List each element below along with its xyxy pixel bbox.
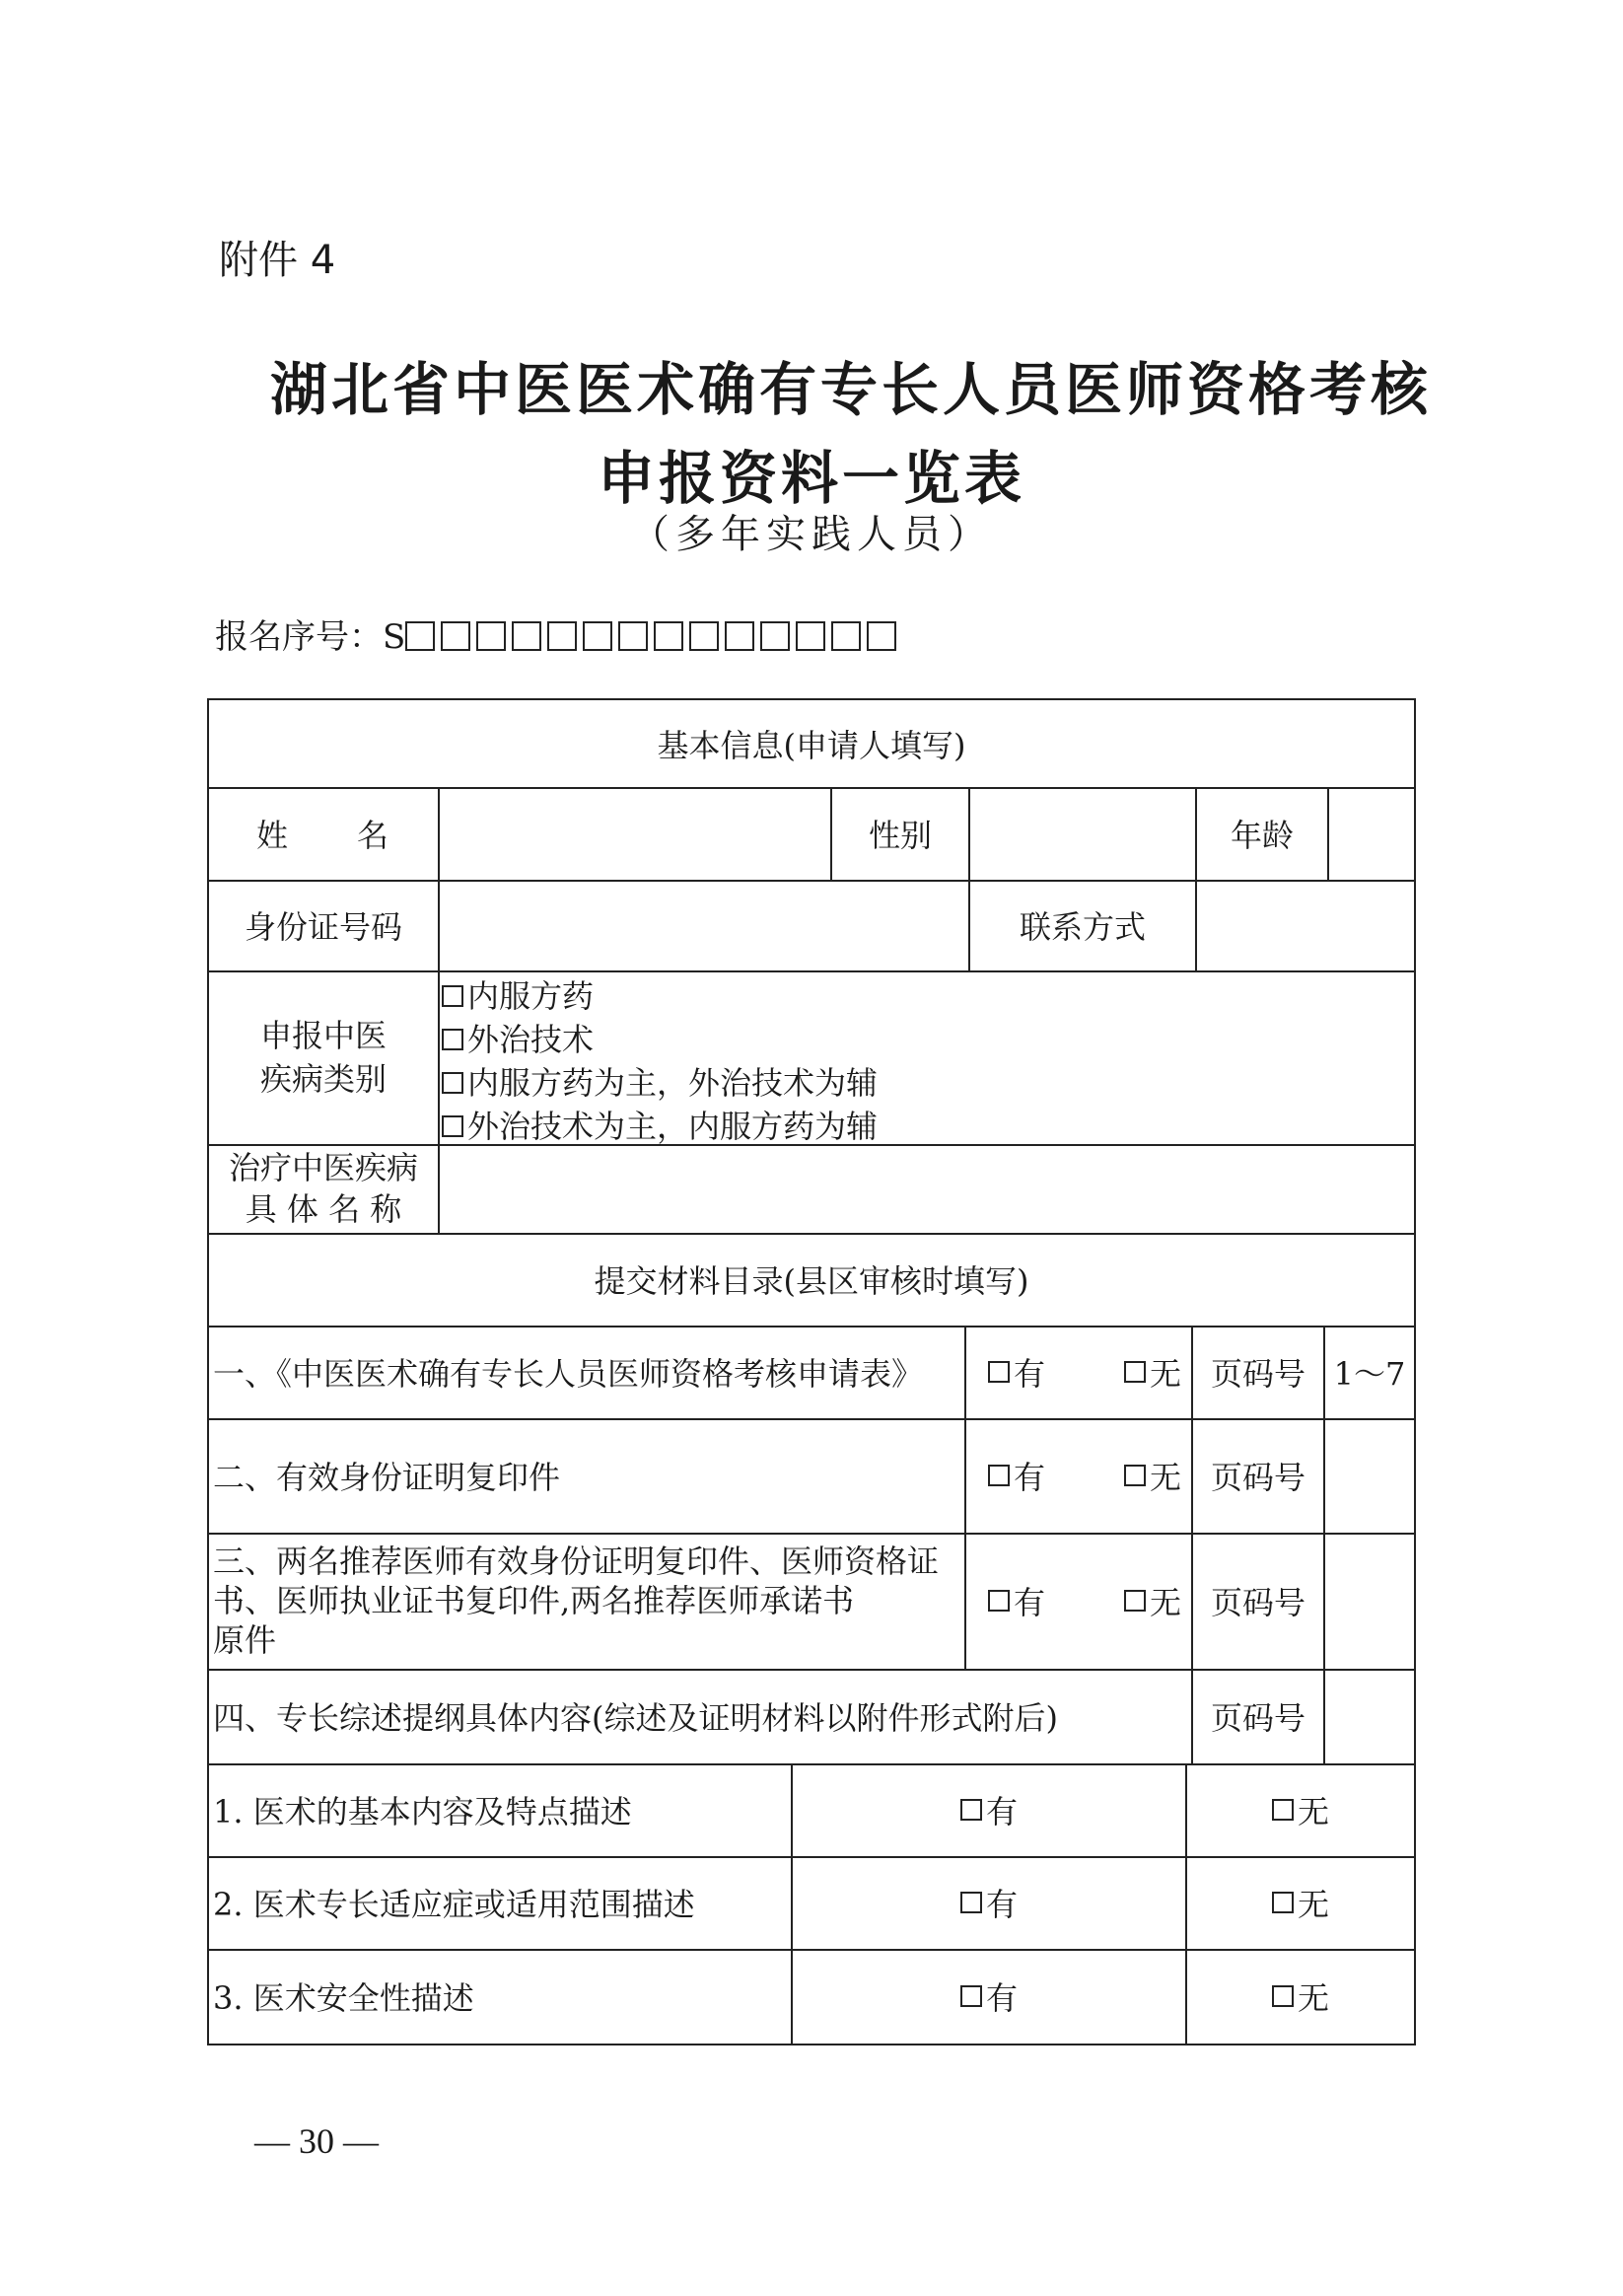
checkbox-no-label: 无 — [1150, 1459, 1182, 1496]
checkbox-yes[interactable] — [793, 1949, 1185, 2044]
serial-digit-box[interactable] — [831, 621, 861, 651]
checkbox-icon[interactable] — [988, 1361, 1010, 1383]
materials-section-title: 提交材料目录(县区审核时填写) — [594, 1262, 1029, 1300]
gender-label: 性别 — [868, 817, 932, 854]
serial-boxes[interactable] — [405, 617, 902, 657]
checkbox-icon[interactable] — [960, 1892, 982, 1913]
checkbox-no[interactable] — [1187, 1856, 1414, 1949]
category-options — [442, 974, 878, 1148]
category-option[interactable] — [442, 974, 878, 1018]
checkbox-icon[interactable] — [1272, 1985, 1294, 2007]
checkbox-icon[interactable] — [960, 1799, 982, 1821]
page-number-field[interactable] — [1325, 1533, 1414, 1669]
checkbox-icon[interactable] — [442, 1029, 463, 1050]
id-number-label: 身份证号码 — [244, 908, 402, 946]
page-number-label: 页码号 — [1210, 1584, 1305, 1621]
serial-digit-box[interactable] — [547, 621, 577, 651]
checkbox-yes[interactable] — [793, 1856, 1185, 1949]
serial-digit-box[interactable] — [583, 621, 612, 651]
checkbox-yes-label: 有 — [1014, 1459, 1046, 1496]
page-number-label: 页码号 — [1210, 1699, 1305, 1737]
category-option[interactable] — [442, 1018, 878, 1061]
material-item-text: 二、有效身份证明复印件 — [213, 1459, 561, 1496]
checkbox-icon[interactable] — [442, 1072, 463, 1094]
checkbox-icon[interactable] — [1124, 1590, 1146, 1612]
checkbox-no[interactable] — [1120, 1418, 1181, 1533]
category-option[interactable] — [442, 1105, 878, 1148]
checkbox-yes-label: 有 — [985, 1793, 1018, 1830]
checkbox-yes[interactable] — [984, 1326, 1045, 1418]
page-number: — 30 — — [254, 2121, 379, 2161]
sub-item-text: 3. 医术安全性描述 — [213, 1979, 474, 2017]
checkbox-yes-label: 有 — [985, 1979, 1018, 2017]
checkbox-no-label: 无 — [1297, 1793, 1329, 1830]
serial-digit-box[interactable] — [867, 621, 896, 651]
serial-number-row — [215, 610, 902, 658]
checkbox-yes[interactable] — [793, 1763, 1185, 1856]
sub-item-text: 2. 医术专长适应症或适用范围描述 — [213, 1886, 695, 1923]
disease-label-line1: 治疗中医疾病 — [228, 1149, 418, 1186]
checkbox-icon[interactable] — [988, 1590, 1010, 1612]
category-option-label: 外治技术为主，内服方药为辅 — [467, 1108, 879, 1145]
checkbox-yes-label: 有 — [1014, 1355, 1046, 1393]
serial-digit-box[interactable] — [689, 621, 719, 651]
serial-prefix: S — [383, 617, 406, 657]
age-field[interactable] — [1329, 789, 1414, 880]
category-option-label: 内服方药 — [467, 977, 595, 1015]
checkbox-no-label: 无 — [1297, 1886, 1329, 1923]
checkbox-yes[interactable] — [984, 1533, 1045, 1669]
serial-digit-box[interactable] — [476, 621, 506, 651]
page-number-label: 页码号 — [1210, 1355, 1305, 1393]
contact-field[interactable] — [1197, 882, 1414, 970]
checkbox-no-label: 无 — [1150, 1355, 1182, 1393]
serial-label: 报名序号： — [215, 617, 383, 657]
page-subtitle: （多年实践人员） — [630, 512, 993, 557]
category-label-line2: 疾病类别 — [259, 1060, 387, 1098]
checkbox-icon[interactable] — [1124, 1465, 1146, 1486]
category-option[interactable] — [442, 1061, 878, 1105]
material-item-text-line: 三、两名推荐医师有效身份证明复印件、医师资格证 — [213, 1543, 940, 1580]
page-number-label: 页码号 — [1210, 1459, 1305, 1496]
serial-digit-box[interactable] — [405, 621, 435, 651]
page-title-line1: 湖北省中医医术确有专长人员医师资格考核 — [269, 356, 1432, 423]
gender-field[interactable] — [970, 789, 1195, 880]
category-label — [209, 970, 438, 1144]
checkbox-icon[interactable] — [960, 1985, 982, 2007]
basic-info-section-title: 基本信息(申请人填写) — [657, 727, 966, 764]
category-label-line1: 申报中医 — [259, 1017, 387, 1054]
checkbox-icon[interactable] — [1272, 1892, 1294, 1913]
sub-item-text: 1. 医术的基本内容及特点描述 — [213, 1793, 632, 1830]
checkbox-icon[interactable] — [1124, 1361, 1146, 1383]
page-number-field[interactable] — [1325, 1418, 1414, 1533]
page-number-field[interactable]: 1～7 — [1333, 1355, 1406, 1393]
checkbox-icon[interactable] — [1272, 1799, 1294, 1821]
checkbox-icon[interactable] — [988, 1465, 1010, 1486]
name-field[interactable] — [440, 789, 830, 880]
checkbox-yes[interactable] — [984, 1418, 1045, 1533]
material-item-text-line: 书、医师执业证书复印件,两名推荐医师承诺书 — [213, 1582, 855, 1619]
disease-name-label — [209, 1144, 438, 1233]
attachment-label: 附件 4 — [219, 238, 336, 283]
disease-name-field[interactable] — [440, 1146, 1414, 1233]
material-item-text: 四、专长综述提纲具体内容(综述及证明材料以附件形式附后) — [213, 1699, 1058, 1737]
checkbox-icon[interactable] — [442, 1115, 463, 1137]
category-option-label: 内服方药为主，外治技术为辅 — [467, 1064, 879, 1102]
contact-label: 联系方式 — [1019, 908, 1146, 946]
material-item-text — [209, 1533, 964, 1669]
disease-label-line2: 具 体 名 称 — [245, 1190, 402, 1228]
serial-digit-box[interactable] — [654, 621, 683, 651]
checkbox-no[interactable] — [1120, 1326, 1181, 1418]
material-item-text-line: 原件 — [213, 1621, 277, 1659]
checkbox-no-label: 无 — [1150, 1584, 1182, 1621]
serial-digit-box[interactable] — [512, 621, 541, 651]
checkbox-no[interactable] — [1120, 1533, 1181, 1669]
application-form-table — [207, 698, 1416, 2045]
checkbox-no-label: 无 — [1297, 1979, 1329, 2017]
page-title-line2: 申报资料一览表 — [597, 445, 1025, 512]
checkbox-yes-label: 有 — [985, 1886, 1018, 1923]
serial-digit-box[interactable] — [796, 621, 825, 651]
serial-digit-box[interactable] — [760, 621, 790, 651]
serial-digit-box[interactable] — [441, 621, 470, 651]
checkbox-icon[interactable] — [442, 985, 463, 1007]
page-number-field[interactable] — [1325, 1669, 1414, 1763]
serial-digit-box[interactable] — [618, 621, 648, 651]
name-label: 姓 名 — [255, 817, 390, 854]
id-number-field[interactable] — [440, 882, 968, 970]
checkbox-yes-label: 有 — [1014, 1584, 1046, 1621]
checkbox-no[interactable] — [1187, 1763, 1414, 1856]
age-label: 年龄 — [1230, 817, 1294, 854]
serial-digit-box[interactable] — [725, 621, 754, 651]
checkbox-no[interactable] — [1187, 1949, 1414, 2044]
material-item-text: 一、《中医医术确有专长人员医师资格考核申请表》 — [213, 1355, 924, 1393]
category-option-label: 外治技术 — [467, 1021, 595, 1058]
